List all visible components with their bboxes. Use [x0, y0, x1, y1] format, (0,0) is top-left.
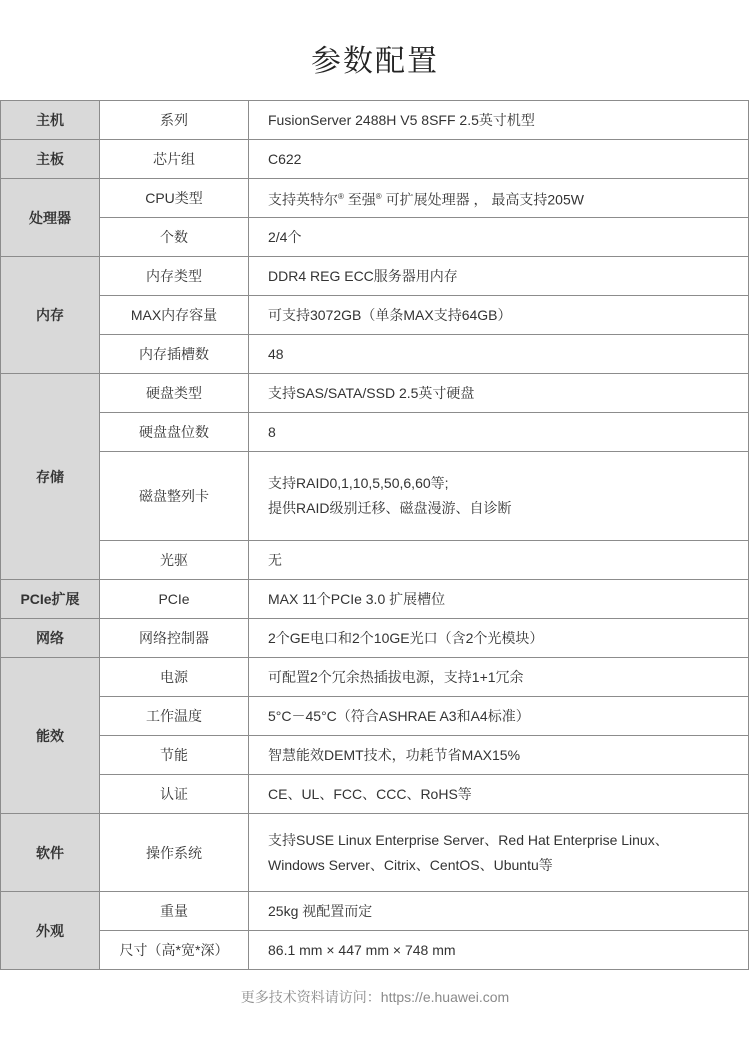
- category-pcie: PCIe扩展: [1, 580, 100, 619]
- category-energy: 能效: [1, 658, 100, 814]
- value-cpu-type: 支持英特尔® 至强® 可扩展处理器 ， 最高支持205W: [249, 179, 749, 218]
- value-weight: 25kg 视配置而定: [249, 892, 749, 931]
- param-chipset: 芯片组: [100, 140, 249, 179]
- param-operating-temp: 工作温度: [100, 697, 249, 736]
- table-row: [1, 931, 749, 970]
- table-row: [1, 413, 749, 452]
- spec-table: [0, 100, 749, 970]
- table-row: [1, 140, 749, 179]
- table-row: [1, 658, 749, 697]
- table-row: [1, 541, 749, 580]
- table-row: [1, 697, 749, 736]
- category-mainboard: 主板: [1, 140, 100, 179]
- page-title: 参数配置: [311, 45, 439, 78]
- table-row: [1, 101, 749, 140]
- table-row: [1, 179, 749, 218]
- category-host: 主机: [1, 101, 100, 140]
- param-disk-type: 硬盘类型: [100, 374, 249, 413]
- value-dimensions: 86.1 mm × 447 mm × 748 mm: [249, 931, 749, 970]
- value-certification: CE、UL、FCC、CCC、RoHS等: [249, 775, 749, 814]
- param-operating-system: 操作系统: [100, 814, 249, 892]
- category-memory: 内存: [1, 257, 100, 374]
- category-software: 软件: [1, 814, 100, 892]
- table-row: [1, 452, 749, 541]
- table-row: [1, 892, 749, 931]
- registered-mark: ®: [338, 191, 344, 201]
- table-row: [1, 257, 749, 296]
- param-weight: 重量: [100, 892, 249, 931]
- category-processor: 处理器: [1, 179, 100, 257]
- param-dimensions: 尺寸（高*宽*深）: [100, 931, 249, 970]
- table-row: [1, 775, 749, 814]
- param-series: 系列: [100, 101, 249, 140]
- param-optical-drive: 光驱: [100, 541, 249, 580]
- param-cpu-count: 个数: [100, 218, 249, 257]
- registered-mark: ®: [375, 191, 382, 201]
- param-disk-bays: 硬盘盘位数: [100, 413, 249, 452]
- table-row: [1, 296, 749, 335]
- table-row: [1, 619, 749, 658]
- param-memory-slots: 内存插槽数: [100, 335, 249, 374]
- param-raid-card: 磁盘整列卡: [100, 452, 249, 541]
- param-memory-type: 内存类型: [100, 257, 249, 296]
- table-row: [1, 218, 749, 257]
- value-operating-temp: 5°C－45°C（符合ASHRAE A3和A4标准）: [249, 697, 749, 736]
- value-chipset: C622: [249, 140, 749, 179]
- param-certification: 认证: [100, 775, 249, 814]
- table-row: [1, 736, 749, 775]
- value-memory-type: DDR4 REG ECC服务器用内存: [249, 257, 749, 296]
- value-power-supply: 可配置2个冗余热插拔电源，支持1+1冗余: [249, 658, 749, 697]
- value-disk-bays: 8: [249, 413, 749, 452]
- table-row: [1, 580, 749, 619]
- value-raid-card: 支持RAID0,1,10,5,50,6,60等; 提供RAID级别迁移、磁盘漫游、自诊断: [249, 452, 749, 541]
- category-appearance: 外观: [1, 892, 100, 970]
- param-energy-saving: 节能: [100, 736, 249, 775]
- param-pcie: PCIe: [100, 580, 249, 619]
- value-disk-type: 支持SAS/SATA/SSD 2.5英寸硬盘: [249, 374, 749, 413]
- value-operating-system: 支持SUSE Linux Enterprise Server、Red Hat Enterprise Linux、 Windows Server、Citrix、CentOS、Ubuntu等: [249, 814, 749, 892]
- value-pcie: MAX 11个PCIe 3.0 扩展槽位: [249, 580, 749, 619]
- value-memory-max: 可支持3072GB（单条MAX支持64GB）: [249, 296, 749, 335]
- param-power-supply: 电源: [100, 658, 249, 697]
- footer-link-text: 更多技术资料请访问：https://e.huawei.com: [240, 989, 510, 1005]
- table-row: [1, 374, 749, 413]
- value-network-controller: 2个GE电口和2个10GE光口（含2个光模块）: [249, 619, 749, 658]
- param-cpu-type: CPU类型: [100, 179, 249, 218]
- category-network: 网络: [1, 619, 100, 658]
- value-optical-drive: 无: [249, 541, 749, 580]
- value-cpu-count: 2/4个: [249, 218, 749, 257]
- category-storage: 存储: [1, 374, 100, 580]
- value-series: FusionServer 2488H V5 8SFF 2.5英寸机型: [249, 101, 749, 140]
- table-row: [1, 335, 749, 374]
- value-memory-slots: 48: [249, 335, 749, 374]
- table-row: [1, 814, 749, 892]
- param-memory-max: MAX内存容量: [100, 296, 249, 335]
- param-network-controller: 网络控制器: [100, 619, 249, 658]
- value-energy-saving: 智慧能效DEMT技术，功耗节省MAX15%: [249, 736, 749, 775]
